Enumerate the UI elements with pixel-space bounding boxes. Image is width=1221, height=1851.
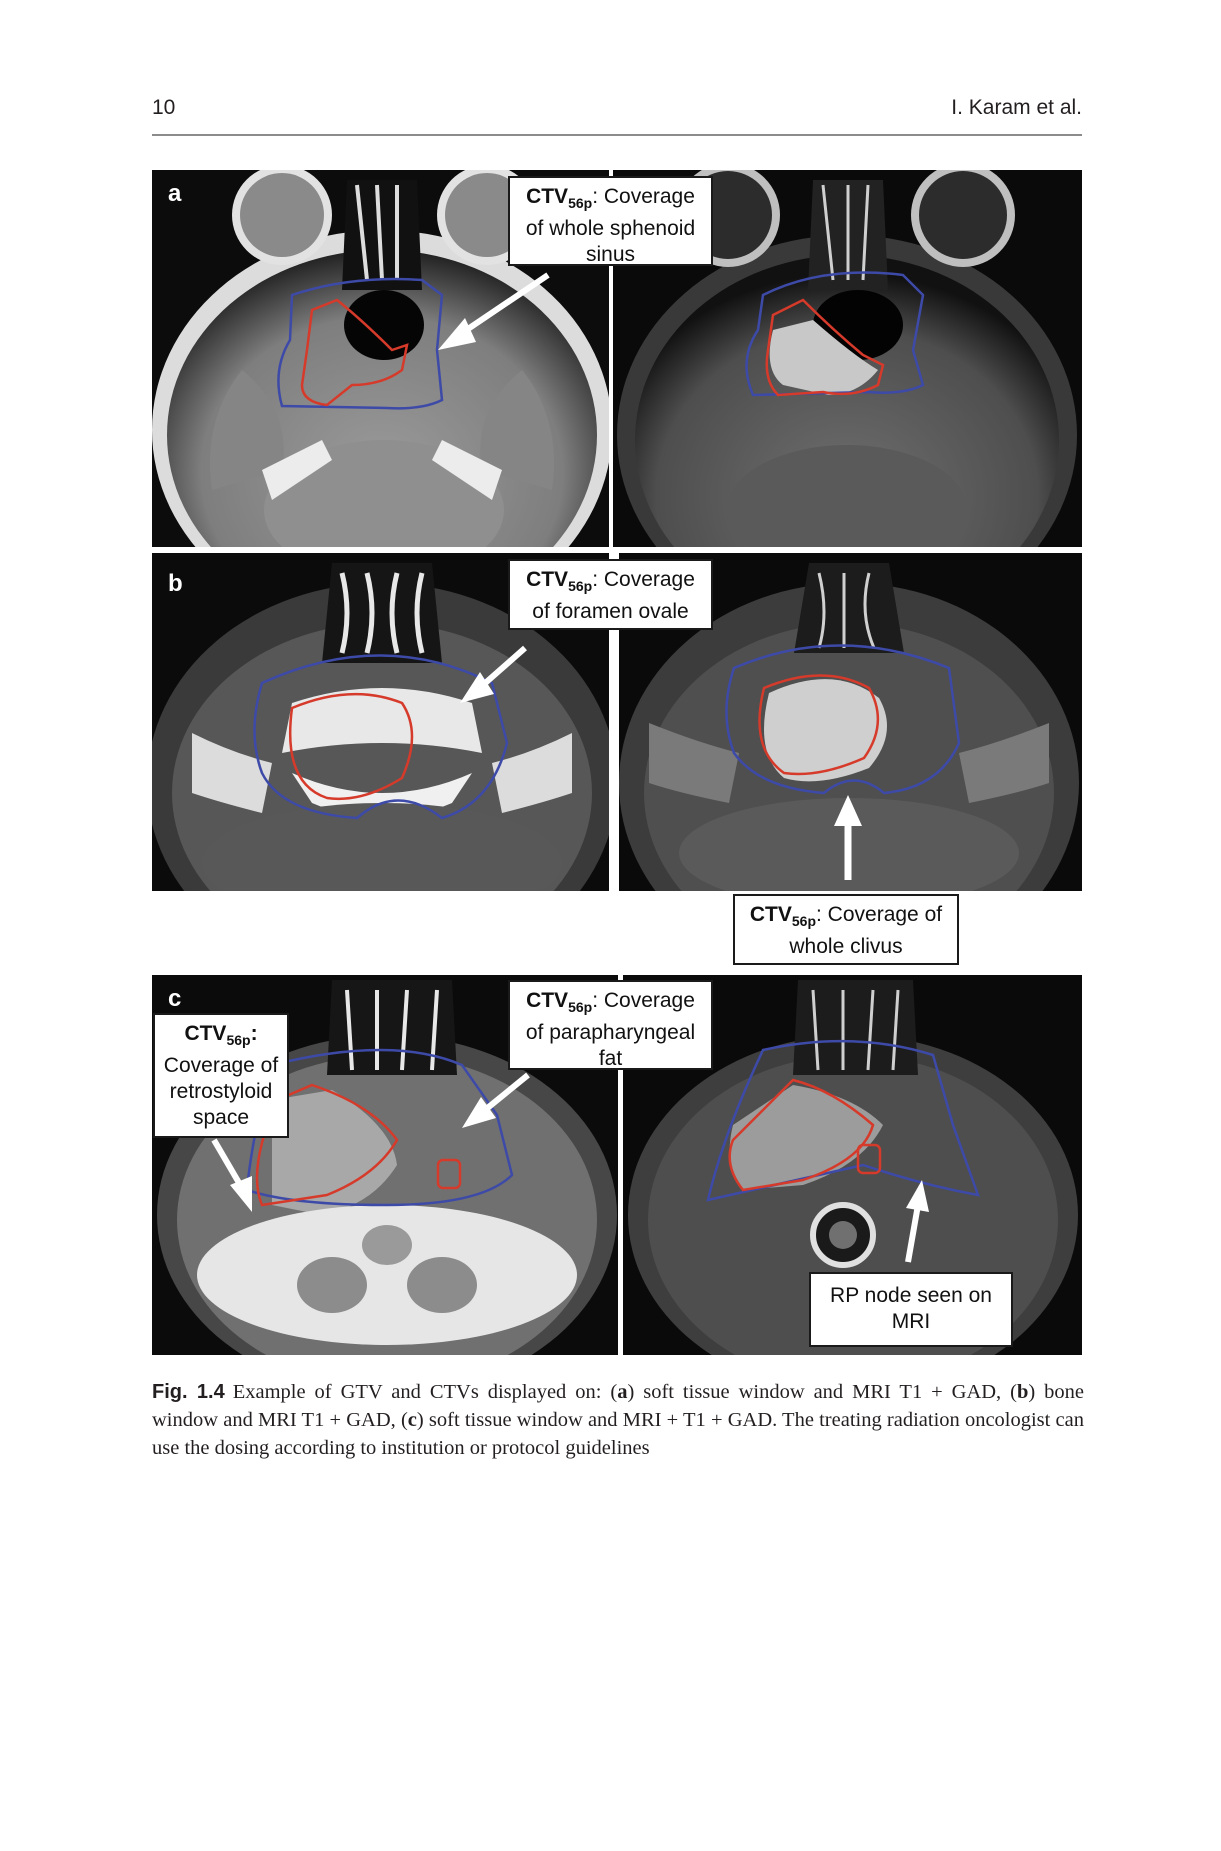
callout-text: RP node seen on bbox=[830, 1284, 992, 1307]
callout-text: space bbox=[192, 1106, 250, 1129]
ctv-label: CTV bbox=[526, 185, 569, 208]
caption-ref-a: a bbox=[617, 1381, 628, 1403]
callout-text: : Coverage bbox=[592, 185, 695, 208]
figure-caption bbox=[152, 1378, 1084, 1462]
ctv-subscript: 56p bbox=[568, 999, 593, 1015]
caption-text: ) soft tissue window and MRI T1 + GAD, ( bbox=[627, 1381, 1017, 1403]
panel-b-label: b bbox=[168, 570, 183, 597]
ctv-label: CTV bbox=[526, 989, 569, 1012]
caption-text: ) soft tissue window and MRI + T1 + GAD. The treating radiation oncologist can use the dosing according to institution or protocol guidelines bbox=[152, 1409, 1084, 1459]
ctv-subscript: 56p bbox=[568, 578, 593, 594]
ctv-subscript: 56p bbox=[791, 913, 817, 929]
page-number: 10 bbox=[152, 96, 176, 119]
running-header-authors: I. Karam et al. bbox=[951, 96, 1082, 119]
callout-text: whole clivus bbox=[789, 935, 903, 958]
caption-ref-b: b bbox=[1016, 1381, 1029, 1403]
ctv-label: CTV bbox=[749, 903, 792, 926]
callout-rp-node bbox=[809, 1272, 1013, 1347]
callout-text: sinus bbox=[585, 243, 636, 266]
callout-sphenoid-sinus bbox=[508, 176, 713, 266]
callout-text: of whole sphenoid bbox=[525, 217, 696, 240]
callout-text: : Coverage of bbox=[816, 903, 943, 926]
ctv-subscript: 56p bbox=[226, 1032, 251, 1048]
panel-c-label: c bbox=[168, 985, 182, 1012]
panel-a-label: a bbox=[168, 180, 182, 207]
callout-text: : Coverage bbox=[592, 568, 695, 591]
callout-text: : bbox=[250, 1022, 258, 1045]
caption-text: Example of GTV and CTVs displayed on: ( bbox=[232, 1381, 618, 1403]
ctv-label: CTV bbox=[184, 1022, 227, 1045]
callout-text: of parapharyngeal bbox=[525, 1021, 696, 1044]
header-rule bbox=[152, 134, 1082, 136]
callout-text: fat bbox=[598, 1047, 623, 1070]
callout-foramen-ovale bbox=[508, 559, 713, 630]
figure-label: Fig. 1.4 bbox=[152, 1381, 225, 1403]
callout-text: : Coverage bbox=[592, 989, 695, 1012]
callout-clivus bbox=[733, 894, 959, 965]
callout-parapharyngeal-fat bbox=[508, 980, 713, 1070]
caption-text: ) bone window and MRI T1 + GAD, ( bbox=[152, 1381, 1084, 1431]
callout-text: MRI bbox=[891, 1310, 931, 1333]
caption-ref-c: c bbox=[407, 1409, 417, 1431]
callout-text: retrostyloid bbox=[169, 1080, 273, 1103]
ctv-subscript: 56p bbox=[568, 195, 593, 211]
callout-text: of foramen ovale bbox=[532, 600, 689, 623]
ctv-label: CTV bbox=[526, 568, 569, 591]
callout-text: Coverage of bbox=[163, 1054, 279, 1077]
callout-retrostyloid-space bbox=[153, 1013, 289, 1138]
